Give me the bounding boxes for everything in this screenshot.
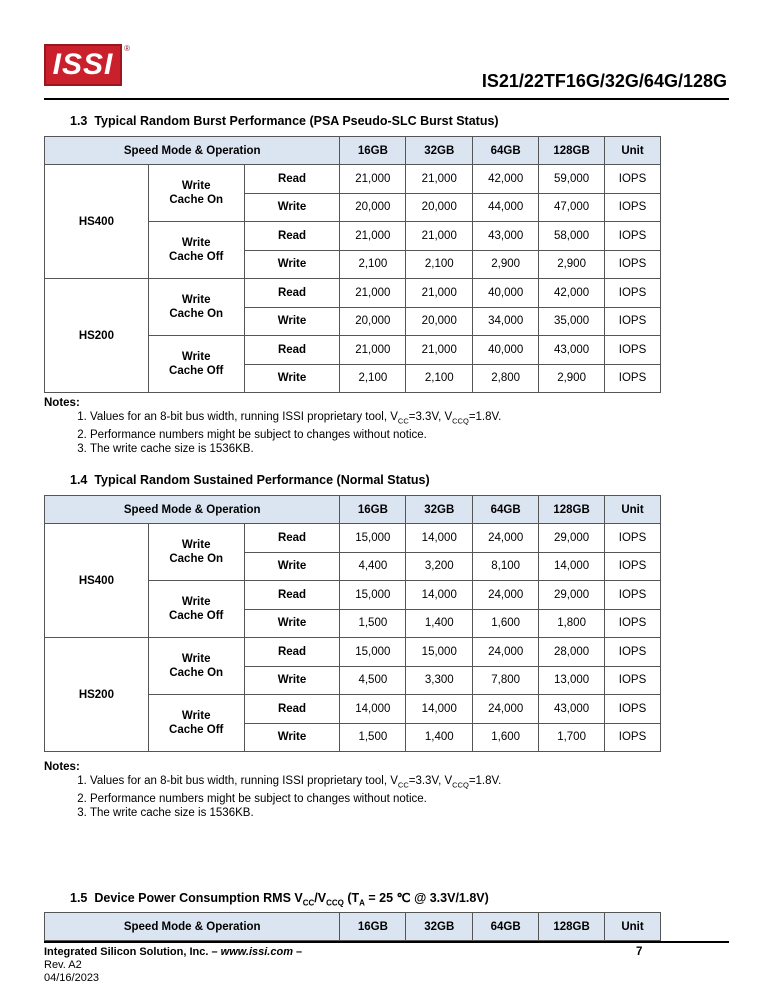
cell-128gb: 28,000	[539, 638, 605, 667]
col-header-128gb: 128GB	[539, 913, 605, 941]
notes-block	[44, 396, 501, 456]
col-header-128gb: 128GB	[539, 496, 605, 524]
footer-divider	[44, 941, 729, 943]
op-write: Write	[244, 193, 340, 222]
document-title: IS21/22TF16G/32G/64G/128G	[481, 71, 727, 91]
cell-unit: IOPS	[605, 581, 661, 610]
cell-128gb: 1,800	[539, 609, 605, 638]
col-header-32gb: 32GB	[406, 913, 473, 941]
op-read: Read	[244, 336, 340, 365]
footer-url[interactable]: www.issi.com	[220, 946, 293, 958]
col-header-32gb: 32GB	[406, 496, 473, 524]
header-divider	[44, 98, 729, 100]
cell-32gb: 2,100	[406, 250, 473, 279]
section-title-text: Typical Random Burst Performance (PSA Pseudo-SLC Burst Status)	[94, 114, 499, 128]
sustained-performance-table	[44, 495, 661, 752]
notes-title: Notes:	[44, 397, 80, 409]
cell-16gb: 2,100	[340, 364, 406, 393]
cell-unit: IOPS	[605, 336, 661, 365]
notes-title: Notes:	[44, 761, 80, 773]
note-item: 3. The write cache size is 1536KB.	[90, 806, 501, 820]
col-header-64gb: 64GB	[473, 913, 539, 941]
footer-revision: Rev. A2	[44, 959, 82, 971]
cell-64gb: 43,000	[473, 222, 539, 251]
col-header-32gb: 32GB	[406, 137, 473, 165]
cell-64gb: 2,900	[473, 250, 539, 279]
cell-64gb: 42,000	[473, 165, 539, 194]
op-write: Write	[244, 364, 340, 393]
cell-128gb: 2,900	[539, 364, 605, 393]
cache-off-cell: Write Cache Off	[148, 336, 244, 393]
footer-date: 04/16/2023	[44, 972, 100, 984]
cell-128gb: 59,000	[539, 165, 605, 194]
cache-off-cell: Write Cache Off	[148, 695, 244, 752]
cell-64gb: 40,000	[473, 279, 539, 308]
cache-off-cell: Write Cache Off	[148, 222, 244, 279]
cell-32gb: 1,400	[406, 609, 473, 638]
cell-32gb: 2,100	[406, 364, 473, 393]
cache-on-cell: Write Cache On	[148, 165, 244, 222]
col-header-unit: Unit	[605, 137, 661, 165]
cell-32gb: 20,000	[406, 193, 473, 222]
power-consumption-table	[44, 912, 661, 941]
note-item: 1. Values for an 8-bit bus width, running ISSI proprietary tool, $V_{CC}=3.3V$, $V_{CCQ}=1.8V$.	[90, 410, 501, 428]
speed-mode-hs200: HS200	[45, 638, 149, 752]
section-number: 1.5	[70, 891, 88, 905]
cell-16gb: 15,000	[340, 638, 406, 667]
table-row	[45, 279, 661, 308]
cell-unit: IOPS	[605, 609, 661, 638]
op-read: Read	[244, 222, 340, 251]
cell-128gb: 58,000	[539, 222, 605, 251]
cell-32gb: 21,000	[406, 222, 473, 251]
col-header-16gb: 16GB	[340, 913, 406, 941]
cell-16gb: 2,100	[340, 250, 406, 279]
cell-unit: IOPS	[605, 222, 661, 251]
col-header-16gb: 16GB	[340, 496, 406, 524]
footer-company: Integrated Silicon Solution, Inc. – www.issi.com –	[44, 946, 303, 958]
registered-mark: ®	[124, 44, 130, 53]
cell-16gb: 21,000	[340, 222, 406, 251]
cell-unit: IOPS	[605, 193, 661, 222]
cell-128gb: 42,000	[539, 279, 605, 308]
col-header-unit: Unit	[605, 913, 661, 941]
cell-16gb: 15,000	[340, 524, 406, 553]
cell-32gb: 21,000	[406, 165, 473, 194]
cell-unit: IOPS	[605, 307, 661, 336]
cell-128gb: 1,700	[539, 723, 605, 752]
cell-128gb: 14,000	[539, 552, 605, 581]
col-header-16gb: 16GB	[340, 137, 406, 165]
cell-128gb: 43,000	[539, 695, 605, 724]
table-row	[45, 524, 661, 553]
table-header-row	[45, 496, 661, 524]
cell-32gb: 21,000	[406, 279, 473, 308]
op-read: Read	[244, 581, 340, 610]
col-header-64gb: 64GB	[473, 496, 539, 524]
table-header-row	[45, 137, 661, 165]
cell-64gb: 24,000	[473, 581, 539, 610]
op-read: Read	[244, 524, 340, 553]
op-write: Write	[244, 723, 340, 752]
cell-16gb: 21,000	[340, 165, 406, 194]
cache-on-cell: Write Cache On	[148, 638, 244, 695]
cell-32gb: 15,000	[406, 638, 473, 667]
cell-32gb: 1,400	[406, 723, 473, 752]
cell-64gb: 1,600	[473, 609, 539, 638]
cell-16gb: 21,000	[340, 336, 406, 365]
cell-64gb: 7,800	[473, 666, 539, 695]
cell-128gb: 2,900	[539, 250, 605, 279]
col-header-128gb: 128GB	[539, 137, 605, 165]
table-row	[45, 638, 661, 667]
table-row	[45, 165, 661, 194]
speed-mode-hs200: HS200	[45, 279, 149, 393]
col-header-mode: Speed Mode & Operation	[45, 496, 340, 524]
cell-unit: IOPS	[605, 364, 661, 393]
col-header-64gb: 64GB	[473, 137, 539, 165]
note-item: 1. Values for an 8-bit bus width, running ISSI proprietary tool, $V_{CC}=3.3V$, $V_{CCQ}=1.8V$.	[90, 774, 501, 792]
op-read: Read	[244, 165, 340, 194]
logo-text: ISSI	[52, 48, 114, 81]
footer	[44, 946, 302, 985]
section-title-text: Typical Random Sustained Performance (Normal Status)	[94, 473, 430, 487]
speed-mode-hs400: HS400	[45, 165, 149, 279]
section-1-4-title	[70, 473, 430, 487]
cache-on-cell: Write Cache On	[148, 279, 244, 336]
cell-64gb: 34,000	[473, 307, 539, 336]
cache-off-cell: Write Cache Off	[148, 581, 244, 638]
op-write: Write	[244, 250, 340, 279]
cache-on-cell: Write Cache On	[148, 524, 244, 581]
cell-64gb: 24,000	[473, 524, 539, 553]
cell-unit: IOPS	[605, 695, 661, 724]
cell-128gb: 29,000	[539, 581, 605, 610]
cell-16gb: 4,500	[340, 666, 406, 695]
cell-16gb: 4,400	[340, 552, 406, 581]
cell-unit: IOPS	[605, 524, 661, 553]
op-write: Write	[244, 307, 340, 336]
cell-32gb: 20,000	[406, 307, 473, 336]
col-header-mode: Speed Mode & Operation	[45, 913, 340, 941]
cell-64gb: 24,000	[473, 638, 539, 667]
cell-16gb: 20,000	[340, 307, 406, 336]
cell-16gb: 1,500	[340, 723, 406, 752]
section-1-3-title	[70, 114, 499, 128]
cell-16gb: 15,000	[340, 581, 406, 610]
cell-32gb: 14,000	[406, 524, 473, 553]
col-header-mode: Speed Mode & Operation	[45, 137, 340, 165]
cell-unit: IOPS	[605, 666, 661, 695]
cell-32gb: 3,300	[406, 666, 473, 695]
page-number: 7	[636, 946, 643, 958]
cell-128gb: 29,000	[539, 524, 605, 553]
note-item: 2. Performance numbers might be subject to changes without notice.	[90, 428, 501, 442]
table-header-row	[45, 913, 661, 941]
op-read: Read	[244, 638, 340, 667]
cell-128gb: 35,000	[539, 307, 605, 336]
cell-64gb: 2,800	[473, 364, 539, 393]
cell-64gb: 44,000	[473, 193, 539, 222]
op-read: Read	[244, 695, 340, 724]
cell-unit: IOPS	[605, 552, 661, 581]
notes-block	[44, 760, 501, 820]
cell-32gb: 3,200	[406, 552, 473, 581]
cell-16gb: 21,000	[340, 279, 406, 308]
cell-unit: IOPS	[605, 165, 661, 194]
col-header-unit: Unit	[605, 496, 661, 524]
op-read: Read	[244, 279, 340, 308]
cell-unit: IOPS	[605, 250, 661, 279]
cell-16gb: 20,000	[340, 193, 406, 222]
op-write: Write	[244, 552, 340, 581]
section-number: 1.4	[70, 473, 88, 487]
burst-performance-table	[44, 136, 661, 393]
cell-128gb: 47,000	[539, 193, 605, 222]
cell-32gb: 21,000	[406, 336, 473, 365]
cell-32gb: 14,000	[406, 695, 473, 724]
cell-32gb: 14,000	[406, 581, 473, 610]
op-write: Write	[244, 609, 340, 638]
cell-128gb: 13,000	[539, 666, 605, 695]
cell-16gb: 14,000	[340, 695, 406, 724]
speed-mode-hs400: HS400	[45, 524, 149, 638]
cell-64gb: 1,600	[473, 723, 539, 752]
cell-unit: IOPS	[605, 638, 661, 667]
cell-64gb: 24,000	[473, 695, 539, 724]
note-item: 3. The write cache size is 1536KB.	[90, 442, 501, 456]
op-write: Write	[244, 666, 340, 695]
cell-128gb: 43,000	[539, 336, 605, 365]
cell-unit: IOPS	[605, 723, 661, 752]
section-1-5-title: 1.5 Device Power Consumption RMS $V_{CC}/V_{CCQ}$ ($T_A = 25$ ℃ @ 3.3V/1.8V)	[70, 891, 489, 908]
cell-16gb: 1,500	[340, 609, 406, 638]
cell-64gb: 8,100	[473, 552, 539, 581]
cell-64gb: 40,000	[473, 336, 539, 365]
note-item: 2. Performance numbers might be subject to changes without notice.	[90, 792, 501, 806]
cell-unit: IOPS	[605, 279, 661, 308]
section-number: 1.3	[70, 114, 88, 128]
issi-logo	[44, 44, 130, 86]
